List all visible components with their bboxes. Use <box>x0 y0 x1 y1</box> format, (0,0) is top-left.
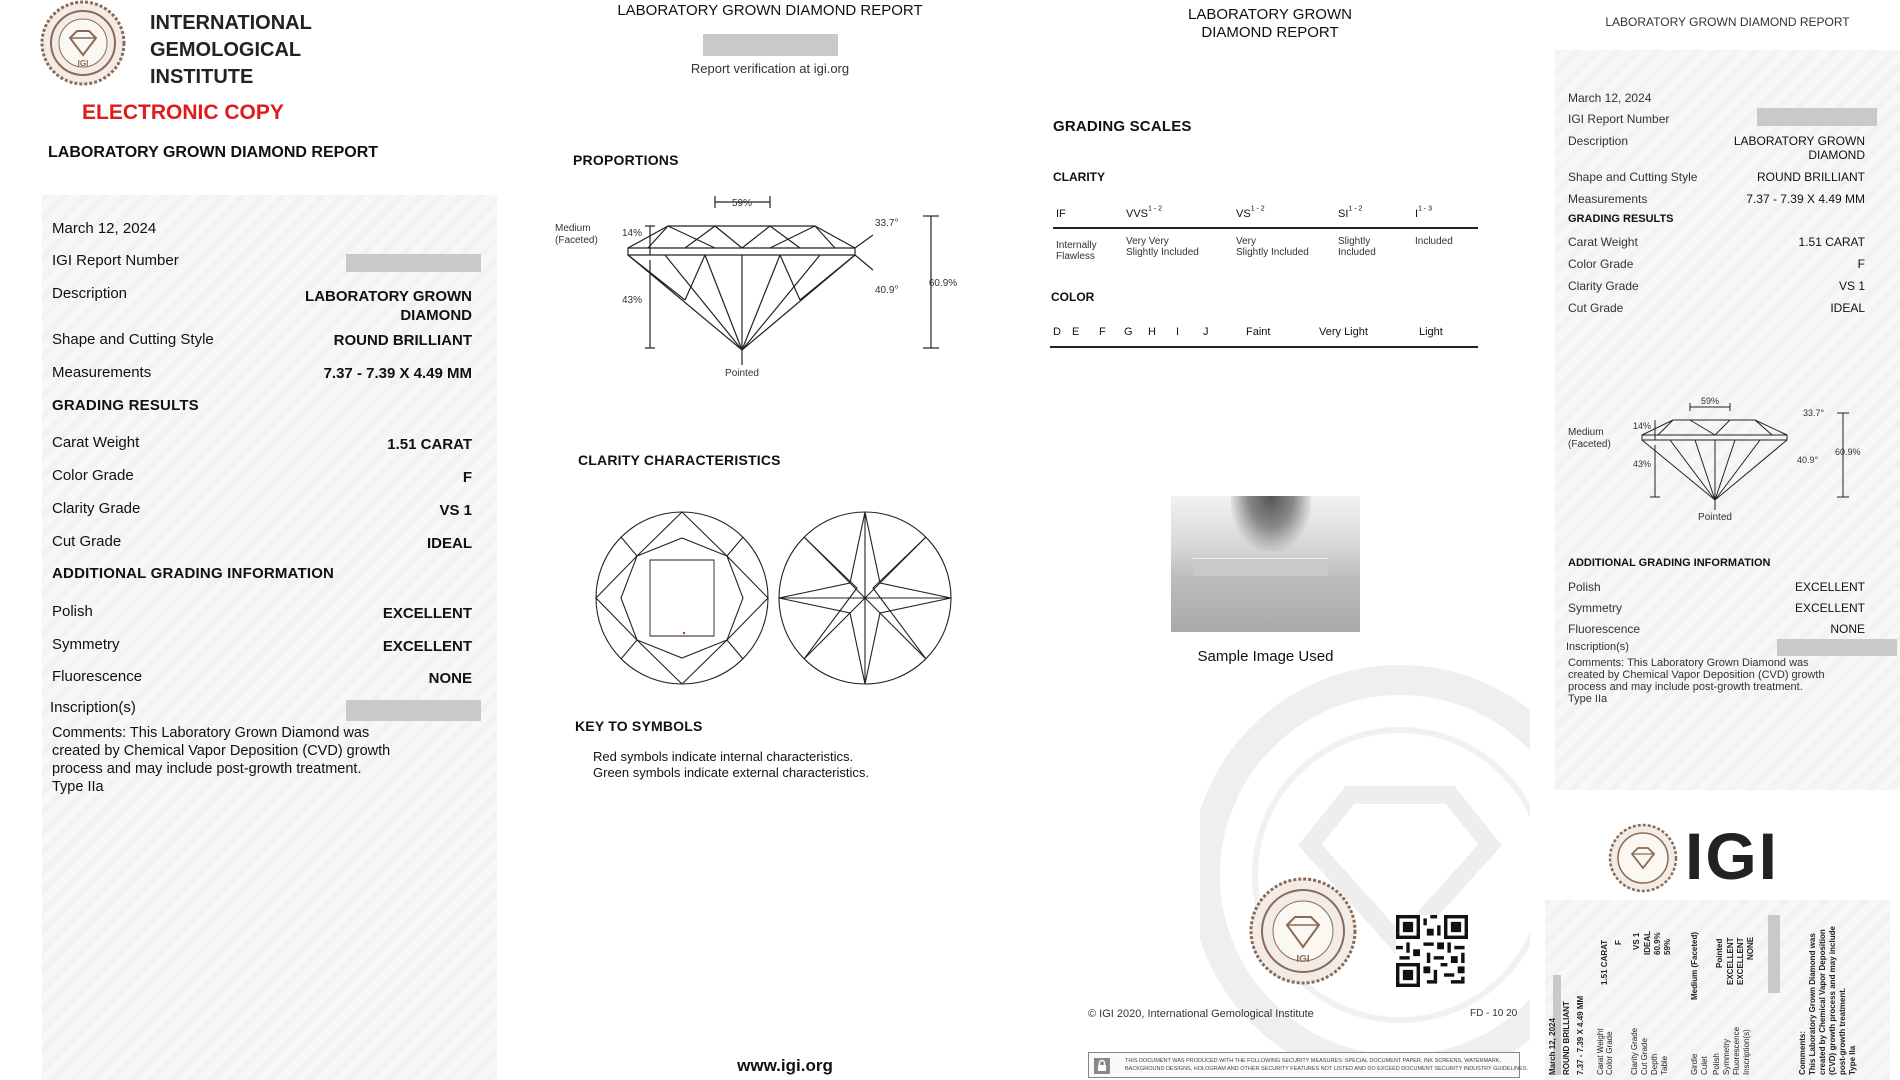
grading-title-line2: DIAMOND REPORT <box>1201 24 1339 41</box>
strip-depth: 60.9% <box>1653 932 1662 955</box>
strip-redaction-2 <box>1768 915 1780 993</box>
summary-title: LABORATORY GROWN DIAMOND REPORT <box>1605 15 1850 29</box>
org-line3: INSTITUTE <box>150 66 254 88</box>
girdle-line1: Medium <box>555 223 591 234</box>
summary-date: March 12, 2024 <box>1568 91 1652 105</box>
org-line2: GEMOLOGICAL <box>150 39 302 61</box>
svg-text:(Faceted): (Faceted) <box>1568 439 1611 450</box>
copyright-text: © IGI 2020, International Gemological Institute <box>1088 1008 1314 1020</box>
total-depth: 60.9% <box>928 278 958 289</box>
strip-comments-3: created by Chemical Vapor Deposition <box>1818 929 1827 1075</box>
color-word-very-light: Very Light <box>1319 326 1368 338</box>
summary-cut-label: Cut Grade <box>1568 301 1624 315</box>
svg-text:40.9°: 40.9° <box>1797 455 1819 465</box>
symmetry-label: Symmetry <box>52 636 120 653</box>
strip-table: 59% <box>1663 938 1672 955</box>
strip-color: F <box>1614 940 1623 945</box>
color-letter-g: G <box>1124 326 1133 338</box>
redacted-inscription <box>346 700 481 721</box>
report-verification: Report verification at igi.org <box>690 61 850 76</box>
igi-logo-seal-icon <box>1608 823 1678 893</box>
polish-label: Polish <box>52 603 93 620</box>
color-letter-h: H <box>1148 326 1156 338</box>
color-letter-j: J <box>1203 326 1209 338</box>
strip-fluorescence-label: Fluorescence <box>1732 1026 1741 1075</box>
report-date: March 12, 2024 <box>52 220 157 237</box>
summary-carat-value: 1.51 CARAT <box>1798 235 1865 249</box>
strip-comments-5: post-growth treatment. <box>1838 987 1847 1075</box>
summary-symmetry-value: EXCELLENT <box>1794 601 1865 615</box>
comments-line2: created by Chemical Vapor Deposition (CVD) growth <box>52 743 391 759</box>
key-to-symbols-heading: KEY TO SYMBOLS <box>575 718 703 734</box>
description-value <box>260 287 472 325</box>
culet-label: Pointed <box>725 368 759 379</box>
carat-value: 1.51 CARAT <box>387 436 472 453</box>
svg-text:43%: 43% <box>1632 459 1651 469</box>
fluorescence-value: NONE <box>428 670 472 687</box>
sample-diamond-image <box>1171 496 1360 632</box>
org-name <box>150 10 312 91</box>
summary-redacted-report-number <box>1757 108 1877 126</box>
measurements-value: 7.37 - 7.39 X 4.49 MM <box>323 365 472 382</box>
redacted-report-number <box>346 254 481 272</box>
strip-carat: 1.51 CARAT <box>1600 939 1609 985</box>
strip-table-label: Table <box>1660 1055 1669 1075</box>
strip-symmetry-label: Symmetry <box>1722 1039 1731 1075</box>
symmetry-value: EXCELLENT <box>382 638 472 655</box>
summary-measurements-label: Measurements <box>1568 192 1648 206</box>
summary-fluorescence-value: NONE <box>1830 622 1865 636</box>
qr-code-icon[interactable] <box>1396 915 1468 987</box>
color-letter-d: D <box>1053 326 1061 338</box>
shape-label: Shape and Cutting Style <box>52 331 214 348</box>
strip-measurements: 7.37 - 7.39 X 4.49 MM <box>1576 995 1585 1075</box>
summary-cut-value: IDEAL <box>1830 301 1865 315</box>
proportions-diagram <box>555 190 960 380</box>
grading-title-line1: LABORATORY GROWN <box>1188 6 1352 23</box>
summary-symmetry-label: Symmetry <box>1568 601 1622 615</box>
summary-polish-value: EXCELLENT <box>1794 580 1865 594</box>
form-code: FD - 10 20 <box>1470 1008 1518 1019</box>
strip-polish: EXCELLENT <box>1726 937 1735 985</box>
strip-cut-label: Cut Grade <box>1640 1038 1649 1075</box>
redacted-report-number-middle <box>703 34 838 56</box>
summary-clarity-label: Clarity Grade <box>1568 279 1639 293</box>
sample-image-caption: Sample Image Used <box>1197 648 1334 665</box>
svg-text:60.9%: 60.9% <box>1835 447 1861 457</box>
lock-icon <box>1093 1057 1111 1075</box>
clarity-scale <box>1053 196 1478 262</box>
strip-comments-2: This Laboratory Grown Diamond was <box>1808 933 1817 1075</box>
electronic-copy-label: ELECTRONIC COPY <box>82 101 284 124</box>
color-letter-i: I <box>1176 326 1180 338</box>
color-value: F <box>462 469 472 486</box>
strip-symmetry: EXCELLENT <box>1736 937 1745 985</box>
cut-label: Cut Grade <box>52 533 122 550</box>
key-line2: Green symbols indicate external characteristics. <box>593 765 870 780</box>
redacted-sample-inscription <box>1193 558 1328 576</box>
comments <box>52 724 390 796</box>
report-title: LABORATORY GROWN DIAMOND REPORT <box>48 144 379 161</box>
shape-value: ROUND BRILLIANT <box>333 332 472 349</box>
summary-measurements-value: 7.37 - 7.39 X 4.49 MM <box>1746 192 1865 206</box>
website-link[interactable]: www.igi.org <box>737 1056 833 1075</box>
measurements-label: Measurements <box>52 364 152 381</box>
color-word-faint: Faint <box>1246 326 1271 338</box>
clarity-value: VS 1 <box>439 502 472 519</box>
strip-depth-label: Depth <box>1650 1053 1659 1075</box>
cut-value: IDEAL <box>427 535 472 552</box>
strip-polish-label: Polish <box>1712 1053 1721 1075</box>
summary-redacted-inscription <box>1777 639 1897 656</box>
key-line1: Red symbols indicate internal characteristics. <box>593 749 854 764</box>
strip-color-label: Color Grade <box>1605 1031 1614 1075</box>
summary-fluorescence-label: Fluorescence <box>1568 622 1641 636</box>
pavilion-depth: 43% <box>621 295 642 306</box>
svg-text:Pointed: Pointed <box>1698 512 1732 523</box>
security-notice-text: THIS DOCUMENT WAS PRODUCED WITH THE FOLLOWING SECURITY MEASURES: SPECIAL DOCUMENT PAPER, INK SCREENS, WATERMARK, BACKGROUND DESIGNS, HOLOGRAM AND OTHER SECURITY FEATURES NOT LISTED AND DO EXCEED DOCUMENT SECURITY INDUSTRY GUIDELINES. <box>1125 1058 1528 1072</box>
summary-inscriptions-label: Inscription(s) <box>1566 641 1629 653</box>
summary-carat-label: Carat Weight <box>1568 235 1638 249</box>
summary-shape-value: ROUND BRILLIANT <box>1756 170 1865 184</box>
description-line2: DIAMOND <box>400 307 472 324</box>
proportions-heading: PROPORTIONS <box>573 152 679 168</box>
pavilion-angle: 40.9° <box>875 285 899 296</box>
description-label: Description <box>52 285 128 302</box>
summary-report-number-label: IGI Report Number <box>1568 112 1670 126</box>
strip-clarity: VS 1 <box>1632 932 1641 950</box>
clarity-plot-diagram <box>595 508 960 688</box>
strip-inscription-label: Inscription(s) <box>1742 1029 1751 1075</box>
strip-culet: Pointed <box>1715 938 1724 968</box>
clarity-grade-vvs: VVS$^{1 - 2}$ Very Very Slightly Included <box>1126 205 1199 258</box>
summary-color-label: Color Grade <box>1568 257 1634 271</box>
security-notice <box>1088 1052 1528 1078</box>
summary-clarity-value: VS 1 <box>1838 279 1865 293</box>
summary-description-label: Description <box>1568 134 1629 148</box>
color-word-light: Light <box>1419 326 1443 338</box>
summary-polish-label: Polish <box>1568 580 1601 594</box>
polish-value: EXCELLENT <box>382 605 472 622</box>
clarity-characteristics-heading: CLARITY CHARACTERISTICS <box>578 452 781 468</box>
igi-seal-icon <box>40 0 126 86</box>
color-label: Color Grade <box>52 467 134 484</box>
summary-shape-label: Shape and Cutting Style <box>1568 170 1698 184</box>
summary-comments: Comments: This Laboratory Grown Diamond was created by Chemical Vapor Deposition (CVD) growth process and may include post-growth treatment. Type IIa <box>1568 657 1825 705</box>
svg-text:Medium: Medium <box>1568 427 1604 438</box>
igi-seal-bottom-icon <box>1249 877 1357 985</box>
summary-proportions-diagram <box>1565 395 1865 525</box>
color-scale <box>1050 322 1478 352</box>
svg-text:IGI: IGI <box>77 59 89 68</box>
org-line1: INTERNATIONAL <box>150 12 312 34</box>
svg-text:14%: 14% <box>1632 421 1651 431</box>
sample-image-shadow <box>1231 496 1311 551</box>
comments-line4: Type IIa <box>52 779 104 795</box>
strip-girdle: Medium (Faceted) <box>1690 931 1699 1000</box>
clarity-scale-heading: CLARITY <box>1053 170 1105 184</box>
svg-text:IGI: IGI <box>1296 954 1310 965</box>
comments-line1: Comments: This Laboratory Grown Diamond was <box>52 725 370 741</box>
clarity-label: Clarity Grade <box>52 500 141 517</box>
carat-label: Carat Weight <box>52 434 140 451</box>
strip-comments-6: Type IIa <box>1848 1045 1857 1075</box>
grading-results-heading: GRADING RESULTS <box>52 397 199 414</box>
color-letter-e: E <box>1072 326 1080 338</box>
grading-title <box>1150 6 1390 42</box>
description-line1: LABORATORY GROWN <box>305 288 472 305</box>
strip-fluorescence: NONE <box>1746 936 1755 960</box>
inscriptions-label: Inscription(s) <box>50 699 136 716</box>
strip-shape: ROUND BRILLIANT <box>1562 1001 1571 1075</box>
clarity-grade-if: IF Internally Flawless <box>1056 208 1097 262</box>
svg-text:59%: 59% <box>1700 396 1720 406</box>
additional-info-heading: ADDITIONAL GRADING INFORMATION <box>52 565 335 582</box>
middle-report-title: LABORATORY GROWN DIAMOND REPORT <box>617 2 923 19</box>
strip-culet-label: Culet <box>1700 1056 1709 1075</box>
fluorescence-label: Fluorescence <box>52 668 143 685</box>
clarity-grade-vs: VS$^{1 - 2}$ Very Slightly Included <box>1236 205 1309 258</box>
igi-logo-text: IGI <box>1685 819 1780 893</box>
summary-color-value: F <box>1857 257 1865 271</box>
svg-text:33.7°: 33.7° <box>1803 408 1825 418</box>
color-scale-line <box>1050 346 1478 348</box>
report-number-label: IGI Report Number <box>52 252 179 269</box>
crown-height: 14% <box>621 228 642 239</box>
grading-scales-heading: GRADING SCALES <box>1053 118 1192 135</box>
key-to-symbols-text <box>593 749 869 781</box>
crown-angle: 33.7° <box>875 218 899 229</box>
strip-date: March 12, 2024 <box>1548 1018 1557 1075</box>
girdle-line2: (Faceted) <box>555 235 598 246</box>
color-letter-f: F <box>1099 326 1106 338</box>
comments-line3: process and may include post-growth treatment. <box>52 761 362 777</box>
summary-grading-heading: GRADING RESULTS <box>1568 213 1674 225</box>
strip-carat-label: Carat Weight <box>1596 1028 1605 1075</box>
strip-comments-4: (CVD) growth process and may include <box>1828 926 1837 1075</box>
strip-clarity-label: Clarity Grade <box>1630 1027 1639 1075</box>
strip-cut: IDEAL <box>1643 931 1652 955</box>
summary-description-value: LABORATORY GROWN DIAMOND <box>1733 134 1865 162</box>
strip-comments-1: Comments: <box>1798 1030 1807 1075</box>
clarity-grade-si: SI$^{1 - 2}$ Slightly Included <box>1338 205 1376 258</box>
table-percent: 59% <box>731 198 753 209</box>
clarity-grade-i: $I^{1 - 3}$ Included <box>1415 205 1453 247</box>
color-scale-heading: COLOR <box>1051 290 1095 304</box>
strip-girdle-label: Girdle <box>1690 1053 1699 1075</box>
summary-additional-heading: ADDITIONAL GRADING INFORMATION <box>1568 557 1771 569</box>
